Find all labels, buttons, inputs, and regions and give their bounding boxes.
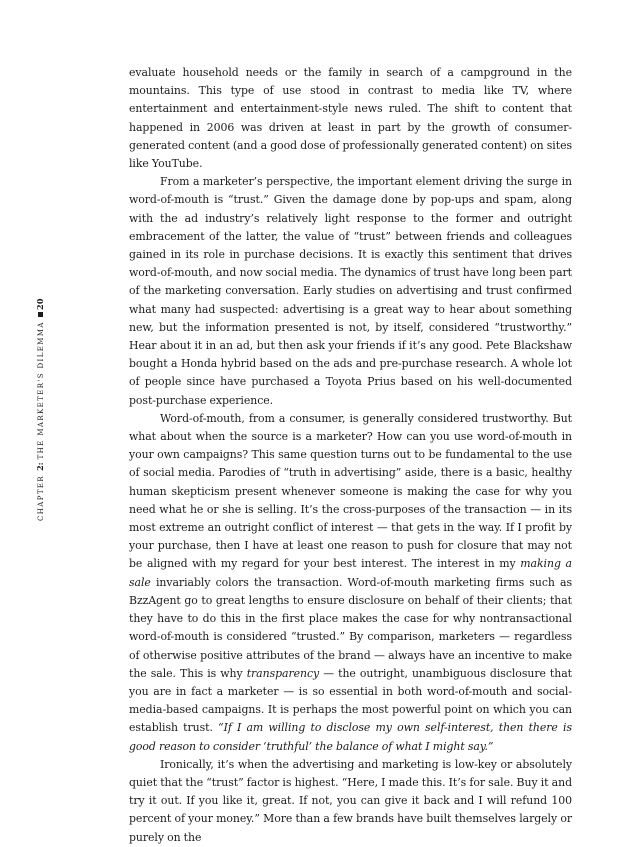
chapter-title: THE MARKETER'S DILEMMA [37, 321, 45, 460]
chapter-label: CHAPTER [37, 474, 45, 521]
chapter-number: 2: [35, 462, 45, 471]
paragraph-3-part-c: — the outright, unambiguous disclosure that you are in fact a marketer — is so essential in both word-of-mouth and social-media-based campaigns. It is perhaps the most powerful point on which you can establish trust. [129, 666, 572, 735]
emphasis-disclosure-quote: “If I am willing to disclose my own self-interest, then there is good reason to consider ‘truthful’ the balance of what I might say.” [129, 721, 572, 753]
paragraph-4: Ironically, it’s when the advertising and marketing is low-key or absolutely quiet that the “trust” factor is highest. “Here, I made this. It’s for sale. Buy it and try it out. If you like it, great. If not, you can give it back and I will refund 100 percent of your money.” More than a few brands have built themselves largely or purely on the [129, 757, 572, 844]
margin-label [23, 318, 35, 518]
paragraph-2: From a marketer’s perspective, the important element driving the surge in word-of-mouth is “trust.” Given the damage done by pop-ups and spam, along with the ad industry’s relatively light response to the former and outright embracement of the latter, the value of “trust” between friends and colleagues gained in its role in purchase decisions. It is exactly this sentiment that drives word-of-mouth, and now social media. The dynamics of trust have long been part of the marketing conversation. Early studies on advertising and trust confirmed what many had suspected: advertising is a great way to hear about something new, but the information presented is not, by itself, considered “trustworthy.” Hear about it in an ad, but then ask your friends if it’s any good. Pete Blackshaw bought a Honda hybrid based on the ads and pre-purchase research. A whole lot of people since have purchased a Toyota Prius based on his well-documented post-purchase experience. [129, 175, 572, 407]
body-text [129, 64, 572, 847]
emphasis-transparency: transparency [246, 666, 320, 680]
running-head [35, 312, 45, 521]
page-number: 20 [35, 298, 45, 310]
paragraph-3 [129, 410, 572, 756]
emphasis-making-a-sale: making a sale [129, 557, 572, 589]
paragraph-3-part-b: invariably colors the transaction. Word-of-mouth marketing firms such as BzzAgent go to great lengths to ensure disclosure on behalf of their clients; that they have to do this in the first place makes the case for why nontransactional word-of-mouth is considered “trusted.” By comparison, marketers — regardless of otherwise positive attributes of the brand — always have an incentive to make the sale. This is why [129, 575, 572, 680]
square-ornament-icon [38, 312, 43, 317]
paragraph-1: evaluate household needs or the family in search of a campground in the mountains. This type of use stood in contrast to media like TV, where entertainment and entertainment-style news ruled. The shift to content that happened in 2006 was driven at least in part by the growth of consumer-generated content (and a good dose of professionally generated content) on sites like YouTube. [129, 66, 572, 171]
paragraph-3-part-a: Word-of-mouth, from a consumer, is generally considered trustworthy. But what about when the source is a marketer? How can you use word-of-mouth in your own campaigns? This same question turns out to be fundamental to the use of social media. Parodies of “truth in advertising” aside, there is a basic, healthy human skepticism present whenever someone is making the case for why you need what he or she is selling. It’s the cross-purposes of the transaction — in its most extreme an outright conflict of interest — that gets in the way. If I profit by your purchase, then I have at least one reason to push for closure that may not be aligned with my regard for your best interest. The interest in my [129, 411, 572, 571]
